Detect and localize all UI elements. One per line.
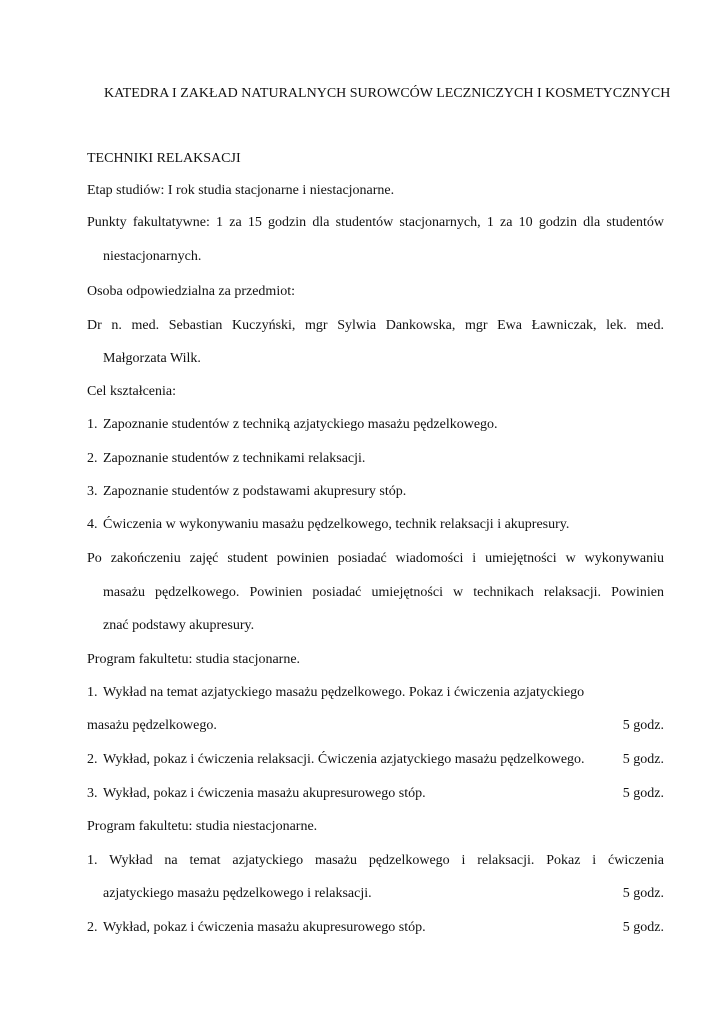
- program-item: [87, 752, 585, 768]
- program-text-continued: masażu pędzelkowego.: [87, 718, 217, 733]
- program-item: [87, 920, 426, 936]
- goal-text: Zapoznanie studentów z techniką azjatyckiego masażu pędzelkowego.: [103, 417, 498, 432]
- program-number: 1.: [87, 685, 98, 700]
- course-title: TECHNIKI RELAKSACJI: [87, 151, 241, 166]
- goal-number: 1.: [87, 417, 98, 432]
- outcome-line-3: znać podstawy akupresury.: [103, 618, 255, 633]
- study-stage: Etap studiów: I rok studia stacjonarne i niestacjonarne.: [87, 183, 395, 198]
- department-header: KATEDRA I ZAKŁAD NATURALNYCH SUROWCÓW LECZNICZYCH I KOSMETYCZNYCH: [104, 86, 671, 101]
- program-item: [87, 853, 664, 869]
- goal-item: [87, 517, 569, 533]
- program-number: 2.: [87, 920, 98, 935]
- program-hours: 5 godz.: [622, 886, 664, 901]
- goal-item: [87, 484, 406, 500]
- responsible-label: Osoba odpowiedzialna za przedmiot:: [87, 284, 295, 299]
- program-number: 3.: [87, 786, 98, 801]
- goal-number: 2.: [87, 451, 98, 466]
- responsible-line-1: Dr n. med. Sebastian Kuczyński, mgr Sylwia Dankowska, mgr Ewa Ławniczak, lek. med.: [87, 318, 664, 333]
- program-number: 1.: [87, 853, 98, 868]
- program-stationary-label: Program fakultetu: studia stacjonarne.: [87, 652, 301, 667]
- program-nonstationary-label: Program fakultetu: studia niestacjonarne.: [87, 819, 318, 834]
- outcome-line-2: masażu pędzelkowego. Powinien posiadać umiejętności w technikach relaksacji. Powinien: [103, 585, 664, 600]
- program-hours: 5 godz.: [622, 920, 664, 935]
- goal-number: 4.: [87, 517, 98, 532]
- program-item: [87, 786, 426, 802]
- goal-text: Zapoznanie studentów z podstawami akupresury stóp.: [103, 484, 407, 499]
- goal-number: 3.: [87, 484, 98, 499]
- program-hours: 5 godz.: [622, 752, 664, 767]
- goal-label: Cel kształcenia:: [87, 384, 177, 399]
- program-number: 2.: [87, 752, 98, 767]
- program-text: Wykład, pokaz i ćwiczenia masażu akupresurowego stóp.: [103, 786, 426, 801]
- program-item: [87, 685, 584, 701]
- program-hours: 5 godz.: [622, 786, 664, 801]
- goal-item: [87, 451, 365, 467]
- program-text: Wykład na temat azjatyckiego masażu pędzelkowego. Pokaz i ćwiczenia azjatyckiego: [103, 685, 585, 700]
- points-line-1: Punkty fakultatywne: 1 za 15 godzin dla studentów stacjonarnych, 1 za 10 godzin dla studentów: [87, 215, 664, 230]
- program-text: Wykład, pokaz i ćwiczenia relaksacji. Ćwiczenia azjatyckiego masażu pędzelkowego.: [103, 752, 585, 767]
- program-text-continued: azjatyckiego masażu pędzelkowego i relaksacji.: [103, 886, 372, 901]
- program-text: Wykład na temat azjatyckiego masażu pędzelkowego i relaksacji. Pokaz i ćwiczenia: [109, 853, 664, 868]
- responsible-line-2: Małgorzata Wilk.: [103, 351, 201, 366]
- goal-text: Zapoznanie studentów z technikami relaksacji.: [103, 451, 366, 466]
- program-text: Wykład, pokaz i ćwiczenia masażu akupresurowego stóp.: [103, 920, 426, 935]
- points-line-2: niestacjonarnych.: [103, 249, 202, 264]
- goal-text: Ćwiczenia w wykonywaniu masażu pędzelkowego, technik relaksacji i akupresury.: [103, 517, 570, 532]
- outcome-line-1: Po zakończeniu zajęć student powinien posiadać wiadomości i umiejętności w wykonywaniu: [87, 551, 664, 566]
- program-hours: 5 godz.: [622, 718, 664, 733]
- goal-item: [87, 417, 498, 433]
